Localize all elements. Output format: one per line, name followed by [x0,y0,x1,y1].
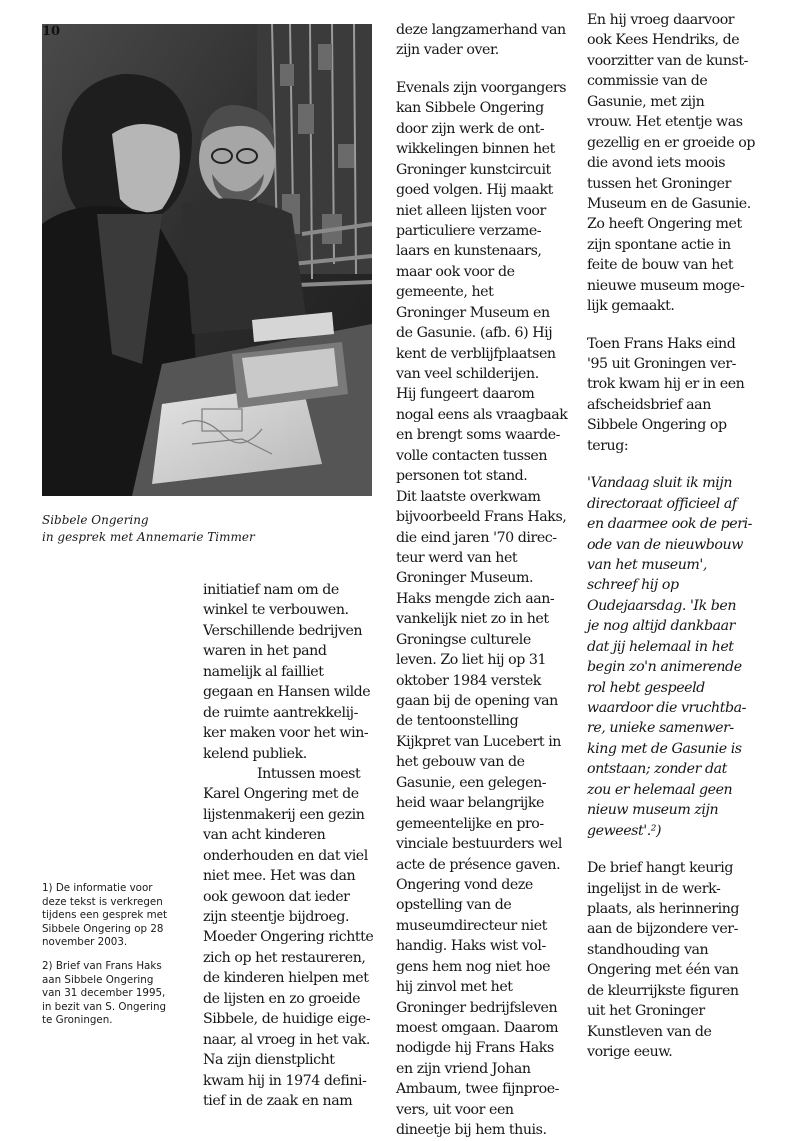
text-line: Kijkpret van Lucebert in [396,733,561,750]
text-line: onderhouden en dat viel [203,847,368,864]
quote-line: directoraat officieel af [587,495,737,512]
text-line: nogal eens als vraagbaak [396,406,568,423]
text-line: vrouw. Het etentje was [587,114,743,131]
text-line: en zijn vriend Johan [396,1060,531,1077]
text-line: zijn spontane actie in [587,236,731,253]
quote-line: nieuw museum zijn [587,802,719,819]
footnote-line: van 31 december 1995, [42,987,166,1000]
text-line: naar, al vroeg in het vak. [203,1031,370,1048]
text-line: de kleurrijkste figuren [587,982,739,999]
text-line: laars en kunstenaars, [396,243,542,260]
footnote-line: 1) De informatie voor [42,882,153,894]
text-line: leven. Zo liet hij op 31 [396,652,547,669]
text-line: trok kwam hij er in een [587,376,745,393]
text-line: niet alleen lijsten voor [396,202,546,219]
paragraph-gap [587,317,777,334]
text-line: gegaan en Hansen wilde [203,684,371,701]
text-line: Evenals zijn voorgangers [396,79,567,96]
text-line: Gasunie, een gelegen- [396,774,547,791]
paragraph-gap [396,61,574,78]
text-line: Museum en de Gasunie. [587,195,751,212]
text-line: ook gewoon dat ieder [203,888,350,905]
quote-line: zou er helemaal geen [587,781,733,798]
text-line: standhouding van [587,941,709,958]
text-line: Ongering met één van [587,962,739,979]
text-line: tief in de zaak en nam [203,1092,353,1109]
text-line: Toen Frans Haks eind [587,335,736,352]
text-line: Gasunie, met zijn [587,93,705,110]
quote-line: 'Vandaag sluit ik mijn [587,475,733,492]
text-line: volle contacten tussen [396,447,548,464]
text-line: Ambaum, twee fijnproe- [396,1081,560,1098]
text-line: teur werd van het [396,549,518,566]
paragraph-gap [587,841,777,858]
text-line: aan de bijzondere ver- [587,921,738,938]
text-line: de lijsten en zo groeide [203,990,361,1007]
text-line: zijn vader over. [396,42,499,59]
page-number: 10 [42,24,61,39]
caption-line: in gesprek met Annemarie Timmer [42,530,255,544]
text-line: oktober 1984 verstek [396,672,541,689]
text-line: '95 uit Groningen ver- [587,356,737,372]
text-line: moest omgaan. Daarom [396,1020,559,1036]
quote-line: dat jij helemaal in het [587,638,734,655]
quote-line: waardoor die vruchtba- [587,700,746,716]
caption-line: Sibbele Ongering [42,513,149,527]
text-line: Sibbele Ongering op [587,417,727,434]
photo-icon [42,24,372,496]
text-line: nodigde hij Frans Haks [396,1040,554,1057]
text-line: Groninger bedrijfsleven [396,999,558,1016]
text-column-1 [203,580,381,1111]
text-line: uit het Groninger [587,1003,705,1020]
footnote-line: Sibbele Ongering op 28 [42,922,164,935]
text-line: Dit laatste overkwam [396,488,541,505]
text-line: vinciale bestuurders wel [396,836,562,853]
text-line: hij zinvol met het [396,979,513,996]
quote-line: king met de Gasunie is [587,740,742,757]
text-line: gaan bij de opening van [396,693,558,709]
text-line: Ongering vond deze [396,876,533,893]
text-line: zich op het restaureren, [203,949,366,966]
text-line: Haks mengde zich aan- [396,590,555,607]
quote-line: ode van de nieuwbouw [587,536,743,553]
quote-line: schreef hij op [587,577,679,594]
text-line: Intussen moest [257,765,361,782]
text-line: Groninger Museum en [396,304,550,321]
text-line: kwam hij in 1974 defini- [203,1072,367,1089]
paragraph-gap [587,456,777,473]
quote-line: Oudejaarsdag. 'Ik ben [587,597,737,614]
text-line: bijvoorbeeld Frans Haks, [396,509,567,526]
text-line: acte de présence gaven. [396,856,561,873]
text-line: die avond iets moois [587,155,726,172]
text-line: vankelijk niet zo in het [396,611,549,628]
text-line: kelend publiek. [203,745,307,762]
article-photo [42,24,372,496]
footnote-line: aan Sibbele Ongering [42,973,154,986]
text-line: zijn steentje bijdroeg. [203,909,350,925]
footnote-line: in bezit van S. Ongering [42,1000,167,1013]
quote-line: re, unieke samenwer- [587,720,734,737]
text-line: maar ook voor de [396,263,515,280]
text-line: gens hem nog niet hoe [396,958,551,975]
quote-line: geweest'.²) [587,822,662,839]
text-line: terug: [587,437,629,454]
text-line: De brief hangt keurig [587,860,733,877]
text-line: Kunstleven van de [587,1023,712,1040]
footnotes [42,882,192,1028]
text-line: ker maken voor het win- [203,725,369,742]
text-line: winkel te verbouwen. [203,602,349,619]
text-line: Groninger kunstcircuit [396,161,551,178]
text-line: feite de bouw van het [587,257,734,274]
text-line: En hij vroeg daarvoor [587,12,735,28]
text-line: commissie van de [587,73,708,90]
text-line: gemeentelijke en pro- [396,815,544,832]
text-line: museumdirecteur niet [396,917,547,934]
text-line: Moeder Ongering richtte [203,929,374,946]
text-line: personen tot stand. [396,468,528,485]
quote-line: rol hebt gespeeld [587,679,705,696]
text-line: de kinderen hielpen met [203,970,369,987]
quote-line: en daarmee ook de peri- [587,516,752,533]
text-line: namelijk al failliet [203,663,324,680]
text-line: Hij fungeert daarom [396,386,535,403]
text-line: van veel schilderijen. [396,366,539,382]
text-line: voorzitter van de kunst- [587,52,748,69]
text-column-3 [587,10,777,1062]
text-line: Verschillende bedrijven [203,622,363,639]
text-line: en brengt soms waarde- [396,427,561,444]
text-line: lijk gemaakt. [587,298,675,315]
text-line: kent de verblijfplaatsen [396,345,556,362]
footnote-gap [42,950,192,960]
text-line: wikkelingen binnen het [396,141,555,158]
text-line: van acht kinderen [203,827,326,844]
footnote-line: tijdens een gesprek met [42,909,168,922]
text-line: gemeente, het [396,284,494,301]
text-line: heid waar belangrijke [396,795,544,812]
text-line: tussen het Groninger [587,175,731,192]
text-line: door zijn werk de ont- [396,120,545,137]
text-column-2 [396,20,574,1141]
quote-line: begin zo'n animerende [587,659,742,676]
quote-line: van het museum', [587,556,707,573]
text-line: particuliere verzame- [396,222,542,239]
text-line: die eind jaren '70 direc- [396,529,557,546]
text-line: Sibbele, de huidige eige- [203,1011,371,1028]
photo-caption [42,512,372,546]
text-line: kan Sibbele Ongering [396,100,544,117]
text-line: initiatief nam om de [203,582,339,598]
text-line: vorige eeuw. [587,1044,673,1060]
text-line: ook Kees Hendriks, de [587,32,740,49]
text-line: waren in het pand [203,643,327,660]
text-line: handig. Haks wist vol- [396,938,546,955]
text-line: de Gasunie. (afb. 6) Hij [396,325,553,342]
text-line: lijstenmakerij een gezin [203,806,365,823]
footnote-line: te Groningen. [42,1014,113,1027]
text-line: Zo heeft Ongering met [587,216,742,233]
quote-line: je nog altijd dankbaar [587,618,735,635]
footnote-line: deze tekst is verkregen [42,895,163,908]
text-line: niet mee. Het was dan [203,868,356,885]
text-line: opstelling van de [396,897,512,914]
text-line: deze langzamerhand van [396,22,566,38]
text-line: plaats, als herinnering [587,900,740,917]
text-line: goed volgen. Hij maakt [396,182,553,199]
quote-line: ontstaan; zonder dat [587,761,727,778]
text-line: Groningse culturele [396,631,531,648]
text-line: Karel Ongering met de [203,786,359,803]
text-line: nieuwe museum moge- [587,277,745,294]
footnote-line: november 2003. [42,936,128,949]
text-line: gezellig en er groeide op [587,134,755,151]
text-line: de tentoonstelling [396,713,519,730]
footnote-line: 2) Brief van Frans Haks [42,959,162,972]
text-line: ingelijst in de werk- [587,880,721,897]
text-line: Na zijn dienstplicht [203,1052,335,1069]
text-line: de ruimte aantrekkelij- [203,704,358,721]
text-line: afscheidsbrief aan [587,396,711,413]
text-line: Groninger Museum. [396,570,534,587]
text-line: dineetje bij hem thuis. [396,1122,547,1139]
text-line: het gebouw van de [396,754,525,771]
text-line: vers, uit voor een [396,1101,514,1118]
